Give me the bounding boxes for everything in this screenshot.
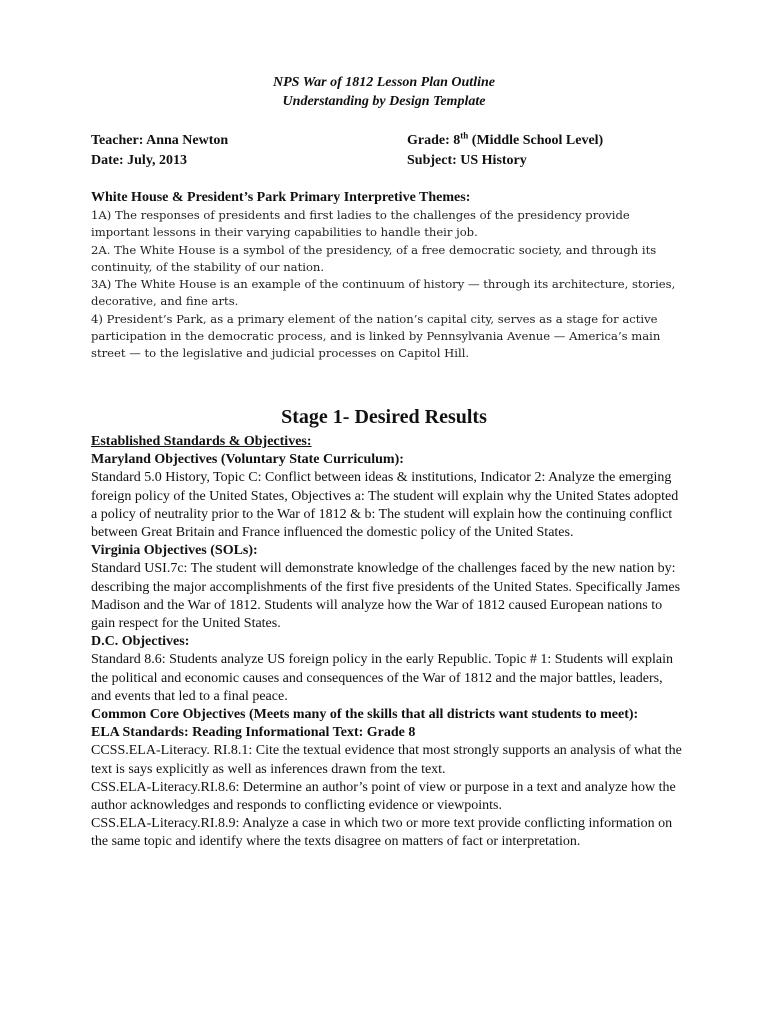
theme-item: 3A) The White House is an example of the continuum of history — through its architecture, stories, decorative, and fine arts. — [91, 277, 676, 309]
title-line-1: NPS War of 1812 Lesson Plan Outline — [273, 75, 495, 90]
subject-field: Subject: US History — [407, 153, 527, 168]
info-row-1 — [91, 131, 691, 151]
dc-text: Standard 8.6: Students analyze US foreign policy in the early Republic. Topic # 1: Students will explain the political and economic causes and consequences of the War of 1812 and the major battles, leaders, and events that led to a final peace. — [91, 652, 673, 704]
virginia-text: Standard USI.7c: The student will demonstrate knowledge of the challenges faced by the new nation by: describing the major accomplishments of the first five presidents of the United States. Specifically James Madison and the War of 1812. Students will analyze how the War of 1812 caused European nations to gain respect for the United States. — [91, 561, 681, 632]
theme-item: 1A) The responses of presidents and first ladies to the challenges of the presidency provide important lessons in their varying capabilities to handle their job. — [91, 208, 630, 240]
ela-item: CSS.ELA-Literacy.RI.8.6: Determine an author’s point of view or purpose in a text and analyze how the author acknowledges and responds to conflicting evidence or viewpoints. — [91, 779, 676, 814]
teacher-field: Teacher: Anna Newton — [91, 133, 229, 148]
grade-prefix: Grade: 8 — [407, 133, 461, 148]
grade-superscript: th — [460, 130, 469, 141]
grade-field — [407, 131, 603, 150]
info-row-2 — [91, 151, 691, 171]
maryland-heading: Maryland Objectives (Voluntary State Curriculum): — [91, 452, 404, 468]
theme-item: 4) President’s Park, as a primary element of the nation’s capital city, serves as a stage for active participation in the democratic process, and is linked by Pennsylvania Avenue — America’s main street — to the legislative and judicial processes on Capitol Hill. — [91, 311, 661, 361]
standards-heading: Established Standards & Objectives: — [91, 434, 312, 449]
title-line-2: Understanding by Design Template — [282, 94, 486, 109]
maryland-text: Standard 5.0 History, Topic C: Conflict between ideas & institutions, Indicator 2: Analyze the emerging foreign policy of the United States, Objectives a: The student will explain why the United States adopted a policy of neutrality prior to the War of 1812 & b: The student will explain how the continuing conflict between Great Britain and France influenced the domestic policy of the United States. — [91, 470, 679, 541]
stage-1-body — [91, 433, 683, 852]
common-core-heading: Common Core Objectives (Meets many of the skills that all districts want students to meet): — [91, 707, 639, 723]
theme-item: 2A. The White House is a symbol of the presidency, of a free democratic society, and through its continuity, of the stability of our nation. — [91, 242, 657, 274]
ela-item: CCSS.ELA-Literacy. RI.8.1: Cite the textual evidence that most strongly supports an analysis of what the text is says explicitly as well as inferences drawn from the text. — [91, 743, 682, 777]
dc-heading: D.C. Objectives: — [91, 634, 190, 650]
grade-suffix: (Middle School Level) — [468, 133, 604, 148]
ela-heading: ELA Standards: Reading Informational Text: Grade 8 — [91, 725, 416, 741]
ela-item: CSS.ELA-Literacy.RI.8.9: Analyze a case in which two or more text provide conflicting information on the same topic and identify where the texts disagree on matters of fact or interpretation. — [91, 816, 673, 850]
date-field: Date: July, 2013 — [91, 153, 188, 168]
lesson-info — [91, 131, 691, 171]
virginia-heading: Virginia Objectives (SOLs): — [91, 543, 258, 559]
document-title — [0, 73, 768, 111]
themes-heading: White House & President’s Park Primary Interpretive Themes: — [91, 190, 471, 205]
interpretive-themes — [91, 188, 681, 363]
stage-1-title: Stage 1- Desired Results — [281, 406, 487, 428]
